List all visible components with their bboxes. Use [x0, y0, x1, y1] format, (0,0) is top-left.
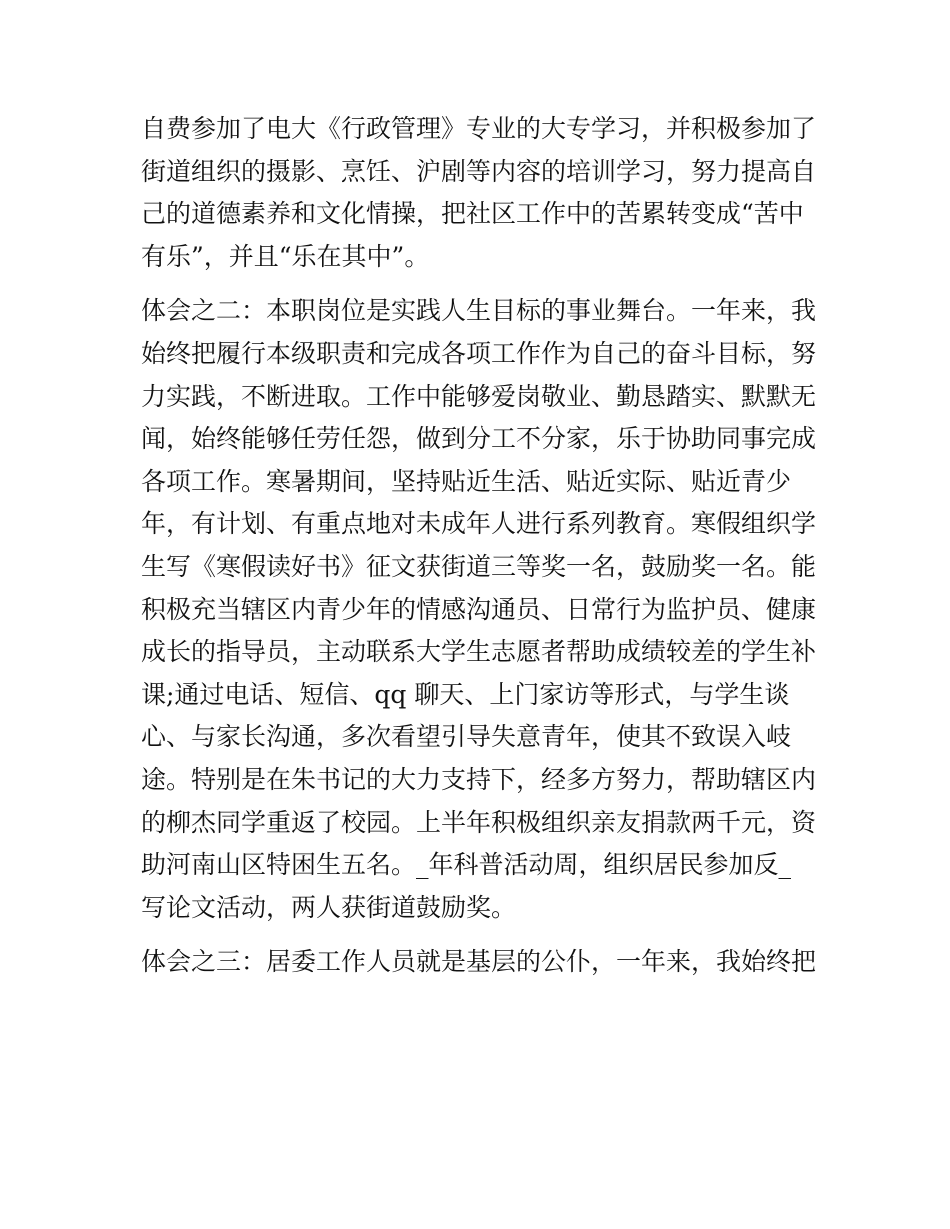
text-line: 年，有计划、有重点地对未成年人进行系列教育。寒假组织学: [141, 509, 817, 539]
text-line: 有乐”，并且“乐在其中”。: [141, 241, 430, 271]
text-line: 各项工作。寒暑期间，坚持贴近生活、贴近实际、贴近青少: [141, 466, 792, 496]
text-line: 始终把履行本级职责和完成各项工作作为自己的奋斗目标，努: [141, 338, 817, 368]
paragraph: [141, 941, 821, 984]
text-line: 力实践，不断进取。工作中能够爱岗敬业、勤恳踏实、默默无: [141, 381, 817, 411]
text-line: 课;通过电话、短信、qq 聊天、上门家访等形式，与学生谈: [141, 679, 790, 709]
text-line: 自费参加了电大《行政管理》专业的大专学习，并积极参加了: [141, 114, 817, 143]
paragraph-gap: [141, 929, 821, 941]
text-line: 闻，始终能够任劳任怨，做到分工不分家，乐于协助同事完成: [141, 424, 817, 454]
text-line: 积极充当辖区内青少年的情感沟通员、日常行为监护员、健康: [141, 594, 817, 624]
text-line: 写论文活动，两人获街道鼓励奖。: [141, 892, 517, 922]
text-line: 体会之二：本职岗位是实践人生目标的事业舞台。一年来，我: [141, 296, 817, 326]
text-line: 生写《寒假读好书》征文获街道三等奖一名，鼓励奖一名。能: [141, 551, 817, 581]
text-line: 成长的指导员，主动联系大学生志愿者帮助成绩较差的学生补: [141, 637, 817, 667]
document-body: [141, 108, 821, 984]
text-line: 的柳杰同学重返了校园。上半年积极组织亲友捐款两千元，资: [141, 807, 817, 837]
text-line: 体会之三：居委工作人员就是基层的公仆，一年来，我始终把: [141, 947, 817, 977]
text-line: 己的道德素养和文化情操，把社区工作中的苦累转变成“苦中: [141, 199, 804, 229]
paragraph: [141, 290, 821, 929]
text-line: 途。特别是在朱书记的大力支持下，经多方努力，帮助辖区内: [141, 764, 817, 794]
paragraph: [141, 108, 821, 278]
text-line: 心、与家长沟通，多次看望引导失意青年，使其不致误入岐: [141, 722, 792, 752]
text-line: 助河南山区特困生五名。_年科普活动周，组织居民参加反_: [141, 850, 792, 880]
text-line: 街道组织的摄影、烹饪、沪剧等内容的培训学习，努力提高自: [141, 156, 817, 186]
paragraph-gap: [141, 278, 821, 290]
